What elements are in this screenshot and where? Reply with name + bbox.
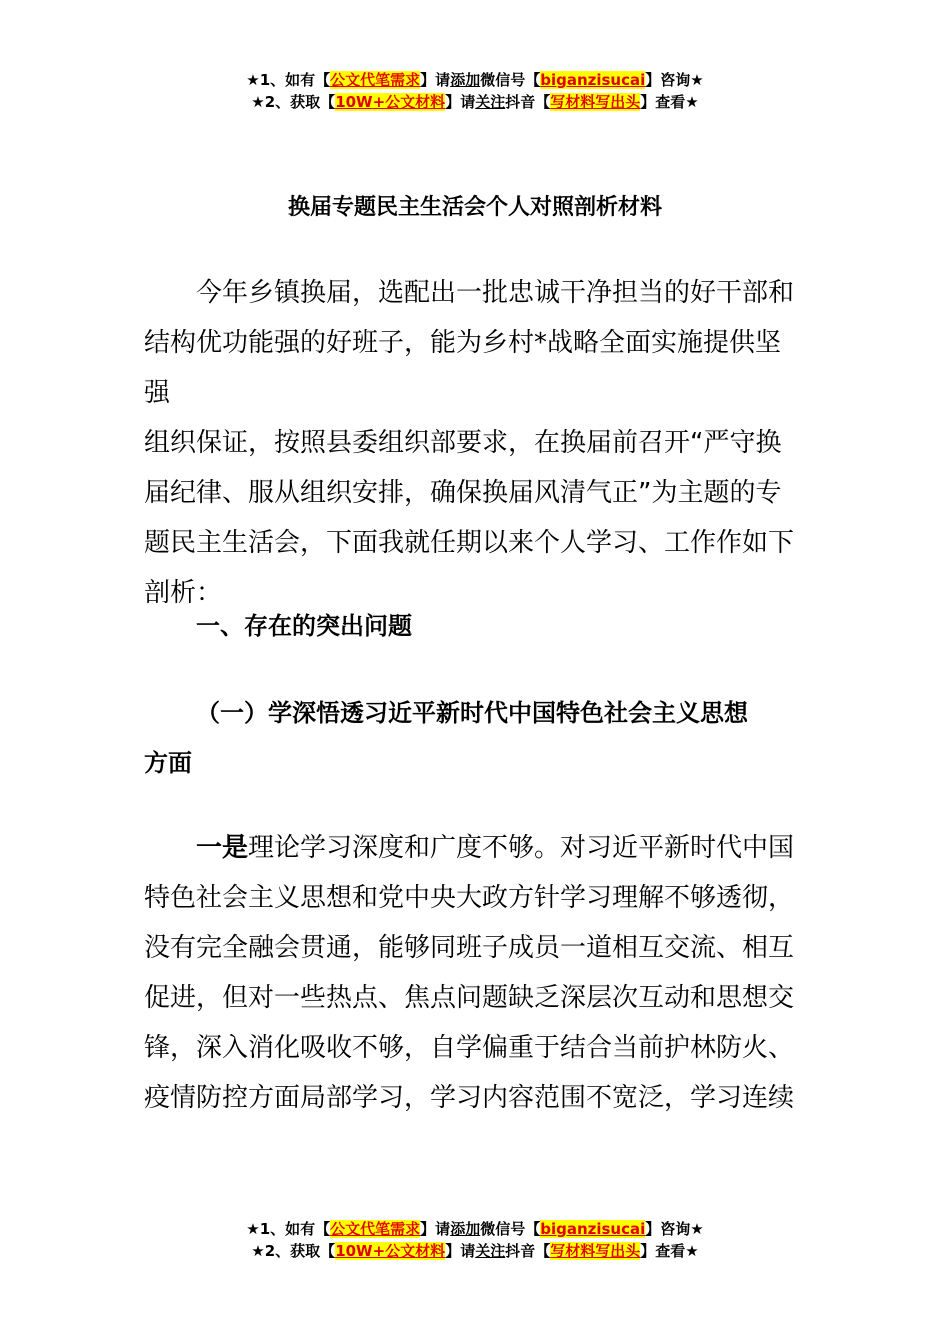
banner-line-1	[0, 1218, 950, 1240]
subsection-heading	[196, 688, 816, 738]
banner-text: 】咨询★	[645, 71, 704, 89]
banner-line-2	[0, 1240, 950, 1262]
paragraph-line: 锋，深入消化吸收不够，自学偏重于结合当前护林防火、	[144, 1033, 795, 1063]
header-banner	[0, 69, 950, 113]
paragraph-line: 疫情防控方面局部学习，学习内容范围不宽泛，学习连续	[144, 1083, 795, 1113]
banner-highlight: 10W+公文材料	[335, 1242, 446, 1260]
banner-text: ★1、如有【	[246, 1220, 331, 1238]
banner-line-1	[0, 69, 950, 91]
banner-text: 】查看★	[640, 93, 699, 111]
banner-douyin-account: 写材料写出头	[550, 1242, 641, 1260]
banner-text: 】咨询★	[645, 1220, 704, 1238]
paragraph-line	[144, 823, 804, 873]
banner-wechat-id: biganzisucai	[540, 1220, 646, 1238]
banner-line-2	[0, 91, 950, 113]
banner-text: ★2、获取【	[251, 1242, 336, 1260]
banner-highlight: 10W+公文材料	[335, 93, 446, 111]
footer-banner	[0, 1218, 950, 1262]
banner-text: 微信号【	[480, 1220, 541, 1238]
paragraph-line: 特色社会主义思想和党中央大政方针学习理解不够透彻，	[144, 883, 795, 913]
subsection-heading-line: 方面	[144, 749, 192, 777]
banner-text: 】查看★	[640, 1242, 699, 1260]
paragraph-line: 届纪律、服从组织安排，确保换届风清气正”为主题的专	[144, 478, 782, 508]
banner-text: 】请	[420, 71, 451, 89]
banner-text: ★1、如有【	[246, 71, 331, 89]
point-paragraph	[144, 823, 804, 1123]
paragraph-line: 组织保证，按照县委组织部要求，在换届前召开“严守换	[144, 428, 782, 458]
paragraph-line: 今年乡镇换届，选配出一批忠诚干净担当的好干部和	[196, 278, 795, 308]
banner-underlined: 关注	[475, 93, 506, 111]
point-text: 理论学习深度和广度不够。对习近平新时代中国	[248, 833, 795, 863]
banner-wechat-id: biganzisucai	[540, 71, 646, 89]
paragraph-line: 促进，但对一些热点、焦点问题缺乏深层次互动和思想交	[144, 983, 795, 1013]
banner-underlined: 关注	[475, 1242, 506, 1260]
banner-underlined: 添加	[450, 1220, 481, 1238]
intro-paragraph	[144, 268, 804, 618]
paragraph-line: 没有完全融会贯通，能够同班子成员一道相互交流、相互	[144, 933, 795, 963]
banner-highlight: 公文代笔需求	[330, 1220, 421, 1238]
paragraph-line: 剖析：	[144, 578, 223, 608]
banner-text: 】请	[445, 93, 476, 111]
banner-text: 】请	[420, 1220, 451, 1238]
banner-text: 微信号【	[480, 71, 541, 89]
section-heading: 一、存在的突出问题	[196, 612, 412, 640]
document-title: 换届专题民主生活会个人对照剖析材料	[287, 195, 662, 220]
paragraph-line: 题民主生活会，下面我就任期以来个人学习、工作作如下	[144, 528, 795, 558]
banner-underlined: 添加	[450, 71, 481, 89]
banner-douyin-account: 写材料写出头	[550, 93, 641, 111]
banner-text: 抖音【	[505, 1242, 551, 1260]
banner-text: ★2、获取【	[251, 93, 336, 111]
point-lead: 一是	[196, 833, 249, 863]
banner-highlight: 公文代笔需求	[330, 71, 421, 89]
banner-text: 】请	[445, 1242, 476, 1260]
paragraph-line: 结构优功能强的好班子，能为乡村*战略全面实施提供坚强	[144, 328, 782, 408]
subsection-heading-line: （一）学深悟透习近平新时代中国特色社会主义思想	[196, 699, 748, 727]
banner-text: 抖音【	[505, 93, 551, 111]
